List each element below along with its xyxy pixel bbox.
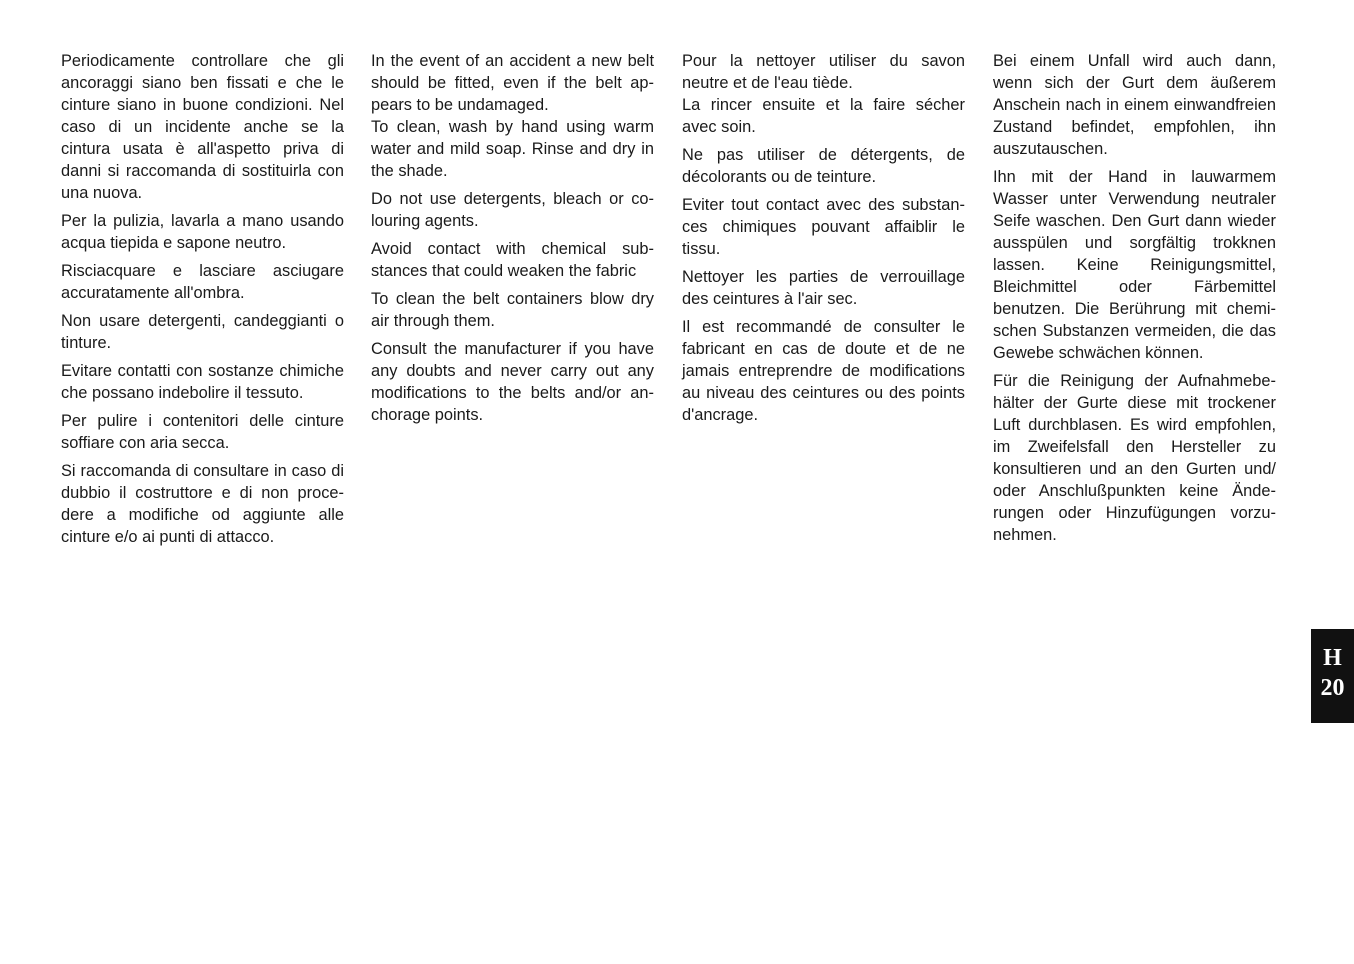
italian-paragraph: Risciacquare e lasciare asciugare accuratamente all'ombra. (61, 262, 344, 302)
english-paragraph: Avoid contact with chemical substances that could weaken the fabric (371, 240, 654, 280)
french-text-column (682, 50, 965, 432)
french-paragraph: Pour la nettoyer utiliser du savon neutre et de l'eau tiède. (682, 52, 965, 92)
french-paragraph: Eviter tout contact avec des substances chimiques pouvant affaiblir le tissu. (682, 196, 965, 258)
italian-paragraph: Non usare detergenti, candeggianti o tinture. (61, 312, 344, 352)
page-number: 20 (1320, 675, 1345, 701)
italian-text-column (61, 50, 344, 554)
german-paragraph: Für die Reinigung der Aufnahmebehälter der Gurte diese mit trockener Luft durchblasen. Es wird empfohlen, im Zweifelsfall den Hersteller zu konsultieren und an den Gurten und/ oder Anschlußpunkten keine Änderungen oder Hinzufügungen vorzunehmen. (993, 372, 1276, 544)
french-paragraph: Il est recommandé de consulter le fabricant en cas de doute et de ne jamais entreprendre de modifications au niveau des ceintures ou des points d'ancrage. (682, 318, 965, 424)
english-text-column (371, 50, 654, 432)
french-paragraph: Ne pas utiliser de détergents, de décolorants ou de teinture. (682, 146, 965, 186)
section-letter: H (1323, 645, 1342, 671)
english-paragraph: To clean the belt containers blow dry air through them. (371, 290, 654, 330)
italian-paragraph: Per pulire i contenitori delle cinture soffiare con aria secca. (61, 412, 344, 452)
german-paragraph: Bei einem Unfall wird auch dann, wenn sich der Gurt dem äußerem Anschein nach in einem einwandfreien Zustand befindet, empfohlen, ihn auszutauschen. (993, 52, 1276, 158)
german-text-column (993, 50, 1276, 552)
german-paragraph: Ihn mit der Hand in lauwarmem Wasser unter Verwendung neutraler Seife waschen. Den Gurt dann wieder ausspülen und sorgfältig trokknen lassen. Keine Reinigungsmittel, Bleichmittel oder Färbemittel benutzen. Die Berührung mit chemischen Substanzen vermeiden, die das Gewebe schwächen können. (993, 168, 1276, 362)
italian-paragraph: Periodicamente controllare che gli ancoraggi siano ben fissati e che le cinture siano in buone condizioni. Nel caso di un incidente anche se la cintura usata è all'aspetto priva di danni si raccomanda di sostituirla con una nuova. (61, 52, 344, 202)
english-paragraph: Do not use detergents, bleach or colouring agents. (371, 190, 654, 230)
italian-paragraph: Si raccomanda di consultare in caso di dubbio il costruttore e di non procedere a modifiche od aggiunte alle cinture e/o ai punti di attacco. (61, 462, 344, 546)
english-paragraph: To clean, wash by hand using warm water and mild soap. Rinse and dry in the shade. (371, 118, 654, 180)
french-paragraph: La rincer ensuite et la faire sécher avec soin. (682, 96, 965, 136)
french-paragraph: Nettoyer les parties de verrouillage des ceintures à l'air sec. (682, 268, 965, 308)
english-paragraph: In the event of an accident a new belt should be fitted, even if the belt appears to be undamaged. (371, 52, 654, 114)
section-tab-marker (1311, 629, 1354, 723)
italian-paragraph: Per la pulizia, lavarla a mano usando acqua tiepida e sapone neutro. (61, 212, 344, 252)
italian-paragraph: Evitare contatti con sostanze chimiche che possano indebolire il tessuto. (61, 362, 344, 402)
english-paragraph: Consult the manufacturer if you have any doubts and never carry out any modifications to the belts and/or anchorage points. (371, 340, 654, 424)
